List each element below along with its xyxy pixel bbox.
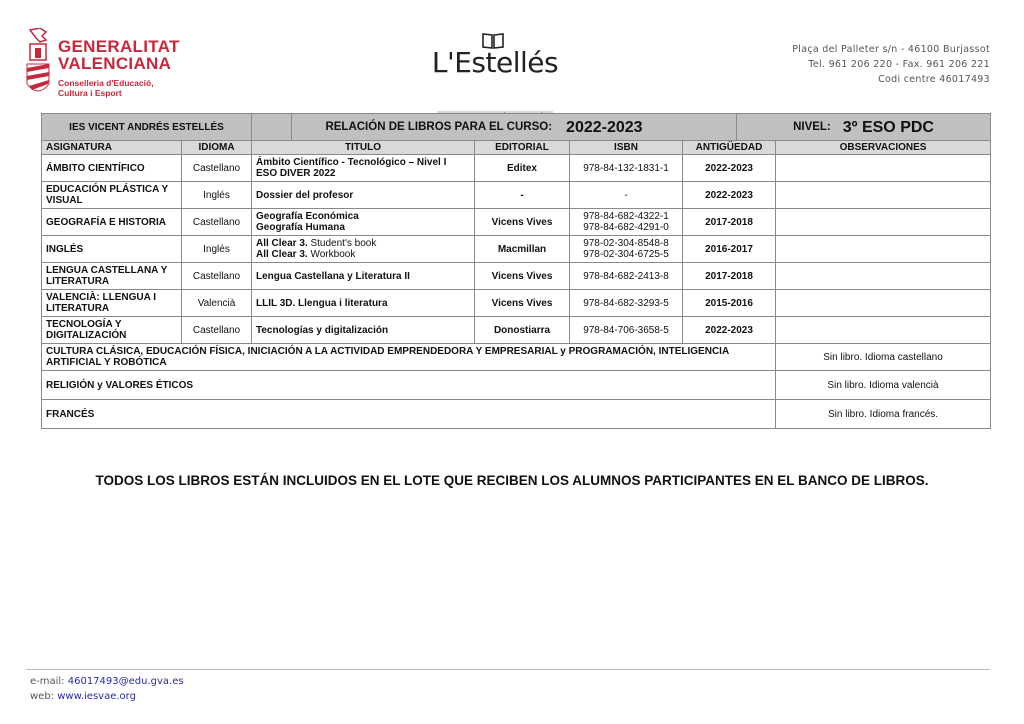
cell-asignatura-merged: FRANCÉS [42, 400, 776, 429]
footer-email-line [30, 674, 184, 689]
cell-titulo [252, 236, 475, 263]
book-bank-note: TODOS LOS LIBROS ESTÁN INCLUIDOS EN EL LOTE QUE RECIBEN LOS ALUMNOS PARTICIPANTES EN EL BANCO DE LIBROS. [95, 473, 929, 488]
cell-asignatura-merged: RELIGIÓN y VALORES ÉTICOS [42, 371, 776, 400]
cell-antiguedad: 2016-2017 [683, 236, 776, 263]
cell-titulo: Tecnologías y digitalización [252, 317, 475, 344]
web-link[interactable]: www.iesvae.org [57, 691, 136, 702]
gva-title-1: GENERALITAT [58, 37, 180, 56]
titulo-line [256, 238, 470, 249]
cell-idioma: Castellano [182, 317, 252, 344]
cell-antiguedad: 2022-2023 [683, 317, 776, 344]
titulo-line: Geografía Económica [256, 211, 359, 222]
school-name: IES VICENT ANDRÉS ESTELLÉS [69, 121, 224, 133]
cell-observaciones: Sin libro. Idioma castellano [776, 344, 991, 371]
isbn-line: 978-84-682-4322-1 [583, 211, 669, 222]
cell-editorial: Donostiarra [475, 317, 570, 344]
cell-idioma: Valencià [182, 290, 252, 317]
column-header-titulo: TITULO [252, 141, 475, 155]
cell-titulo: Dossier del profesor [252, 182, 475, 209]
cell-asignatura: INGLÉS [42, 236, 182, 263]
footer-divider [26, 669, 990, 670]
web-label: web: [30, 691, 58, 702]
table-row-no-book [42, 344, 991, 371]
footer-web-line [30, 689, 184, 704]
footer-contact [30, 674, 184, 704]
school-logo-name: L'Estellés [431, 46, 559, 79]
generalitat-logo [26, 28, 180, 100]
titulo-line: Ámbito Científico - Tecnológico – Nivel I [256, 157, 447, 168]
titulo-rest: Workbook [307, 249, 356, 260]
cell-idioma: Castellano [182, 155, 252, 182]
cell-asignatura: VALENCIÀ: LLENGUA I LITERATURA [42, 290, 182, 317]
titulo-bold: All Clear 3. [256, 238, 308, 249]
cell-antiguedad: 2022-2023 [683, 182, 776, 209]
book-list-table [41, 113, 991, 429]
table-row [42, 317, 991, 344]
cell-isbn [570, 236, 683, 263]
table-row [42, 155, 991, 182]
cell-asignatura: TECNOLOGÍA Y DIGITALIZACIÓN [42, 317, 182, 344]
cell-asignatura: ÁMBITO CIENTÍFICO [42, 155, 182, 182]
email-label: e-mail: [30, 676, 68, 687]
cell-editorial: Vicens Vives [475, 290, 570, 317]
column-header-editorial: EDITORIAL [475, 141, 570, 155]
cell-isbn: - [570, 182, 683, 209]
table-row [42, 236, 991, 263]
cell-observaciones [776, 317, 991, 344]
table-title-row [42, 114, 991, 141]
titulo-line: ESO DIVER 2022 [256, 168, 336, 179]
cell-antiguedad: 2017-2018 [683, 263, 776, 290]
cell-asignatura: GEOGRAFÍA E HISTORIA [42, 209, 182, 236]
cell-titulo: LLIL 3D. Llengua i literatura [252, 290, 475, 317]
cell-idioma: Inglés [182, 182, 252, 209]
table-row-no-book [42, 400, 991, 429]
school-name-cell [42, 114, 252, 141]
titulo-line: Geografía Humana [256, 222, 345, 233]
cell-observaciones [776, 209, 991, 236]
cell-isbn: 978-84-706-3658-5 [570, 317, 683, 344]
course-value: 2022-2023 [566, 118, 643, 136]
column-header-asignatura: ASIGNATURA [42, 141, 182, 155]
email-link[interactable]: 46017493@edu.gva.es [67, 676, 184, 687]
cell-titulo [252, 155, 475, 182]
titulo-line [256, 249, 470, 260]
phone-line: Tel. 961 206 220 - Fax. 961 206 221 [808, 59, 990, 70]
level-cell [737, 114, 990, 140]
isbn-line: 978-02-304-8548-8 [583, 238, 669, 249]
generalitat-crest-icon [26, 28, 50, 98]
gva-subtitle-2: Cultura i Esport [58, 88, 122, 98]
cell-isbn [570, 209, 683, 236]
titulo-rest: Student's book [307, 238, 377, 249]
table-row-no-book [42, 371, 991, 400]
column-header-observaciones: OBSERVACIONES [776, 141, 991, 155]
cell-asignatura: EDUCACIÓN PLÁSTICA Y VISUAL [42, 182, 182, 209]
cell-asignatura: LENGUA CASTELLANA Y LITERATURA [42, 263, 182, 290]
cell-editorial: Vicens Vives [475, 263, 570, 290]
cell-observaciones [776, 236, 991, 263]
cell-antiguedad: 2022-2023 [683, 155, 776, 182]
cell-observaciones [776, 182, 991, 209]
column-header-idioma: IDIOMA [182, 141, 252, 155]
cell-isbn: 978-84-682-2413-8 [570, 263, 683, 290]
column-header-isbn: ISBN [570, 141, 683, 155]
table-header-row [42, 141, 991, 155]
cell-idioma: Castellano [182, 209, 252, 236]
title-spacer [252, 114, 292, 140]
cell-observaciones: Sin libro. Idioma francés. [776, 400, 991, 429]
cell-editorial: Macmillan [475, 236, 570, 263]
gva-subtitle-1: Conselleria d'Educació, [58, 78, 154, 88]
course-label: RELACIÓN DE LIBROS PARA EL CURSO: [325, 120, 553, 133]
cell-observaciones: Sin libro. Idioma valencià [776, 371, 991, 400]
cell-editorial: Vicens Vives [475, 209, 570, 236]
cell-titulo [252, 209, 475, 236]
level-value: 3º ESO PDC [842, 118, 934, 136]
cell-observaciones [776, 263, 991, 290]
cell-isbn: 978-84-132-1831-1 [570, 155, 683, 182]
titulo-bold: All Clear 3. [256, 249, 308, 260]
centre-code-line: Codi centre 46017493 [878, 74, 990, 85]
cell-antiguedad: 2017-2018 [683, 209, 776, 236]
school-address [792, 42, 990, 87]
cell-idioma: Inglés [182, 236, 252, 263]
cell-observaciones [776, 290, 991, 317]
gva-title-2: VALENCIANA [58, 54, 172, 73]
column-header-antiguedad: ANTIGÜEDAD [683, 141, 776, 155]
cell-asignatura-merged: CULTURA CLÁSICA, EDUCACIÓN FÍSICA, INICIACIÓN A LA ACTIVIDAD EMPRENDEDORA Y EMPRESARIAL y PROGRAMACIÓN, INTELIGENCIA ARTIFICIAL Y ROBÓTICA [42, 344, 776, 371]
table-row [42, 209, 991, 236]
cell-editorial: Editex [475, 155, 570, 182]
school-logo [420, 32, 570, 96]
isbn-line: 978-84-682-4291-0 [583, 222, 669, 233]
cell-titulo: Lengua Castellana y Literatura II [252, 263, 475, 290]
course-cell [292, 114, 737, 140]
address-line: Plaça del Palleter s/n - 46100 Burjassot [792, 44, 990, 55]
table-row [42, 263, 991, 290]
cell-isbn: 978-84-682-3293-5 [570, 290, 683, 317]
table-row [42, 290, 991, 317]
cell-observaciones [776, 155, 991, 182]
cell-idioma: Castellano [182, 263, 252, 290]
table-row [42, 182, 991, 209]
cell-antiguedad: 2015-2016 [683, 290, 776, 317]
course-level-cell [252, 114, 991, 141]
isbn-line: 978-02-304-6725-5 [583, 249, 669, 260]
level-label: NIVEL: [793, 120, 831, 133]
cell-editorial: - [475, 182, 570, 209]
